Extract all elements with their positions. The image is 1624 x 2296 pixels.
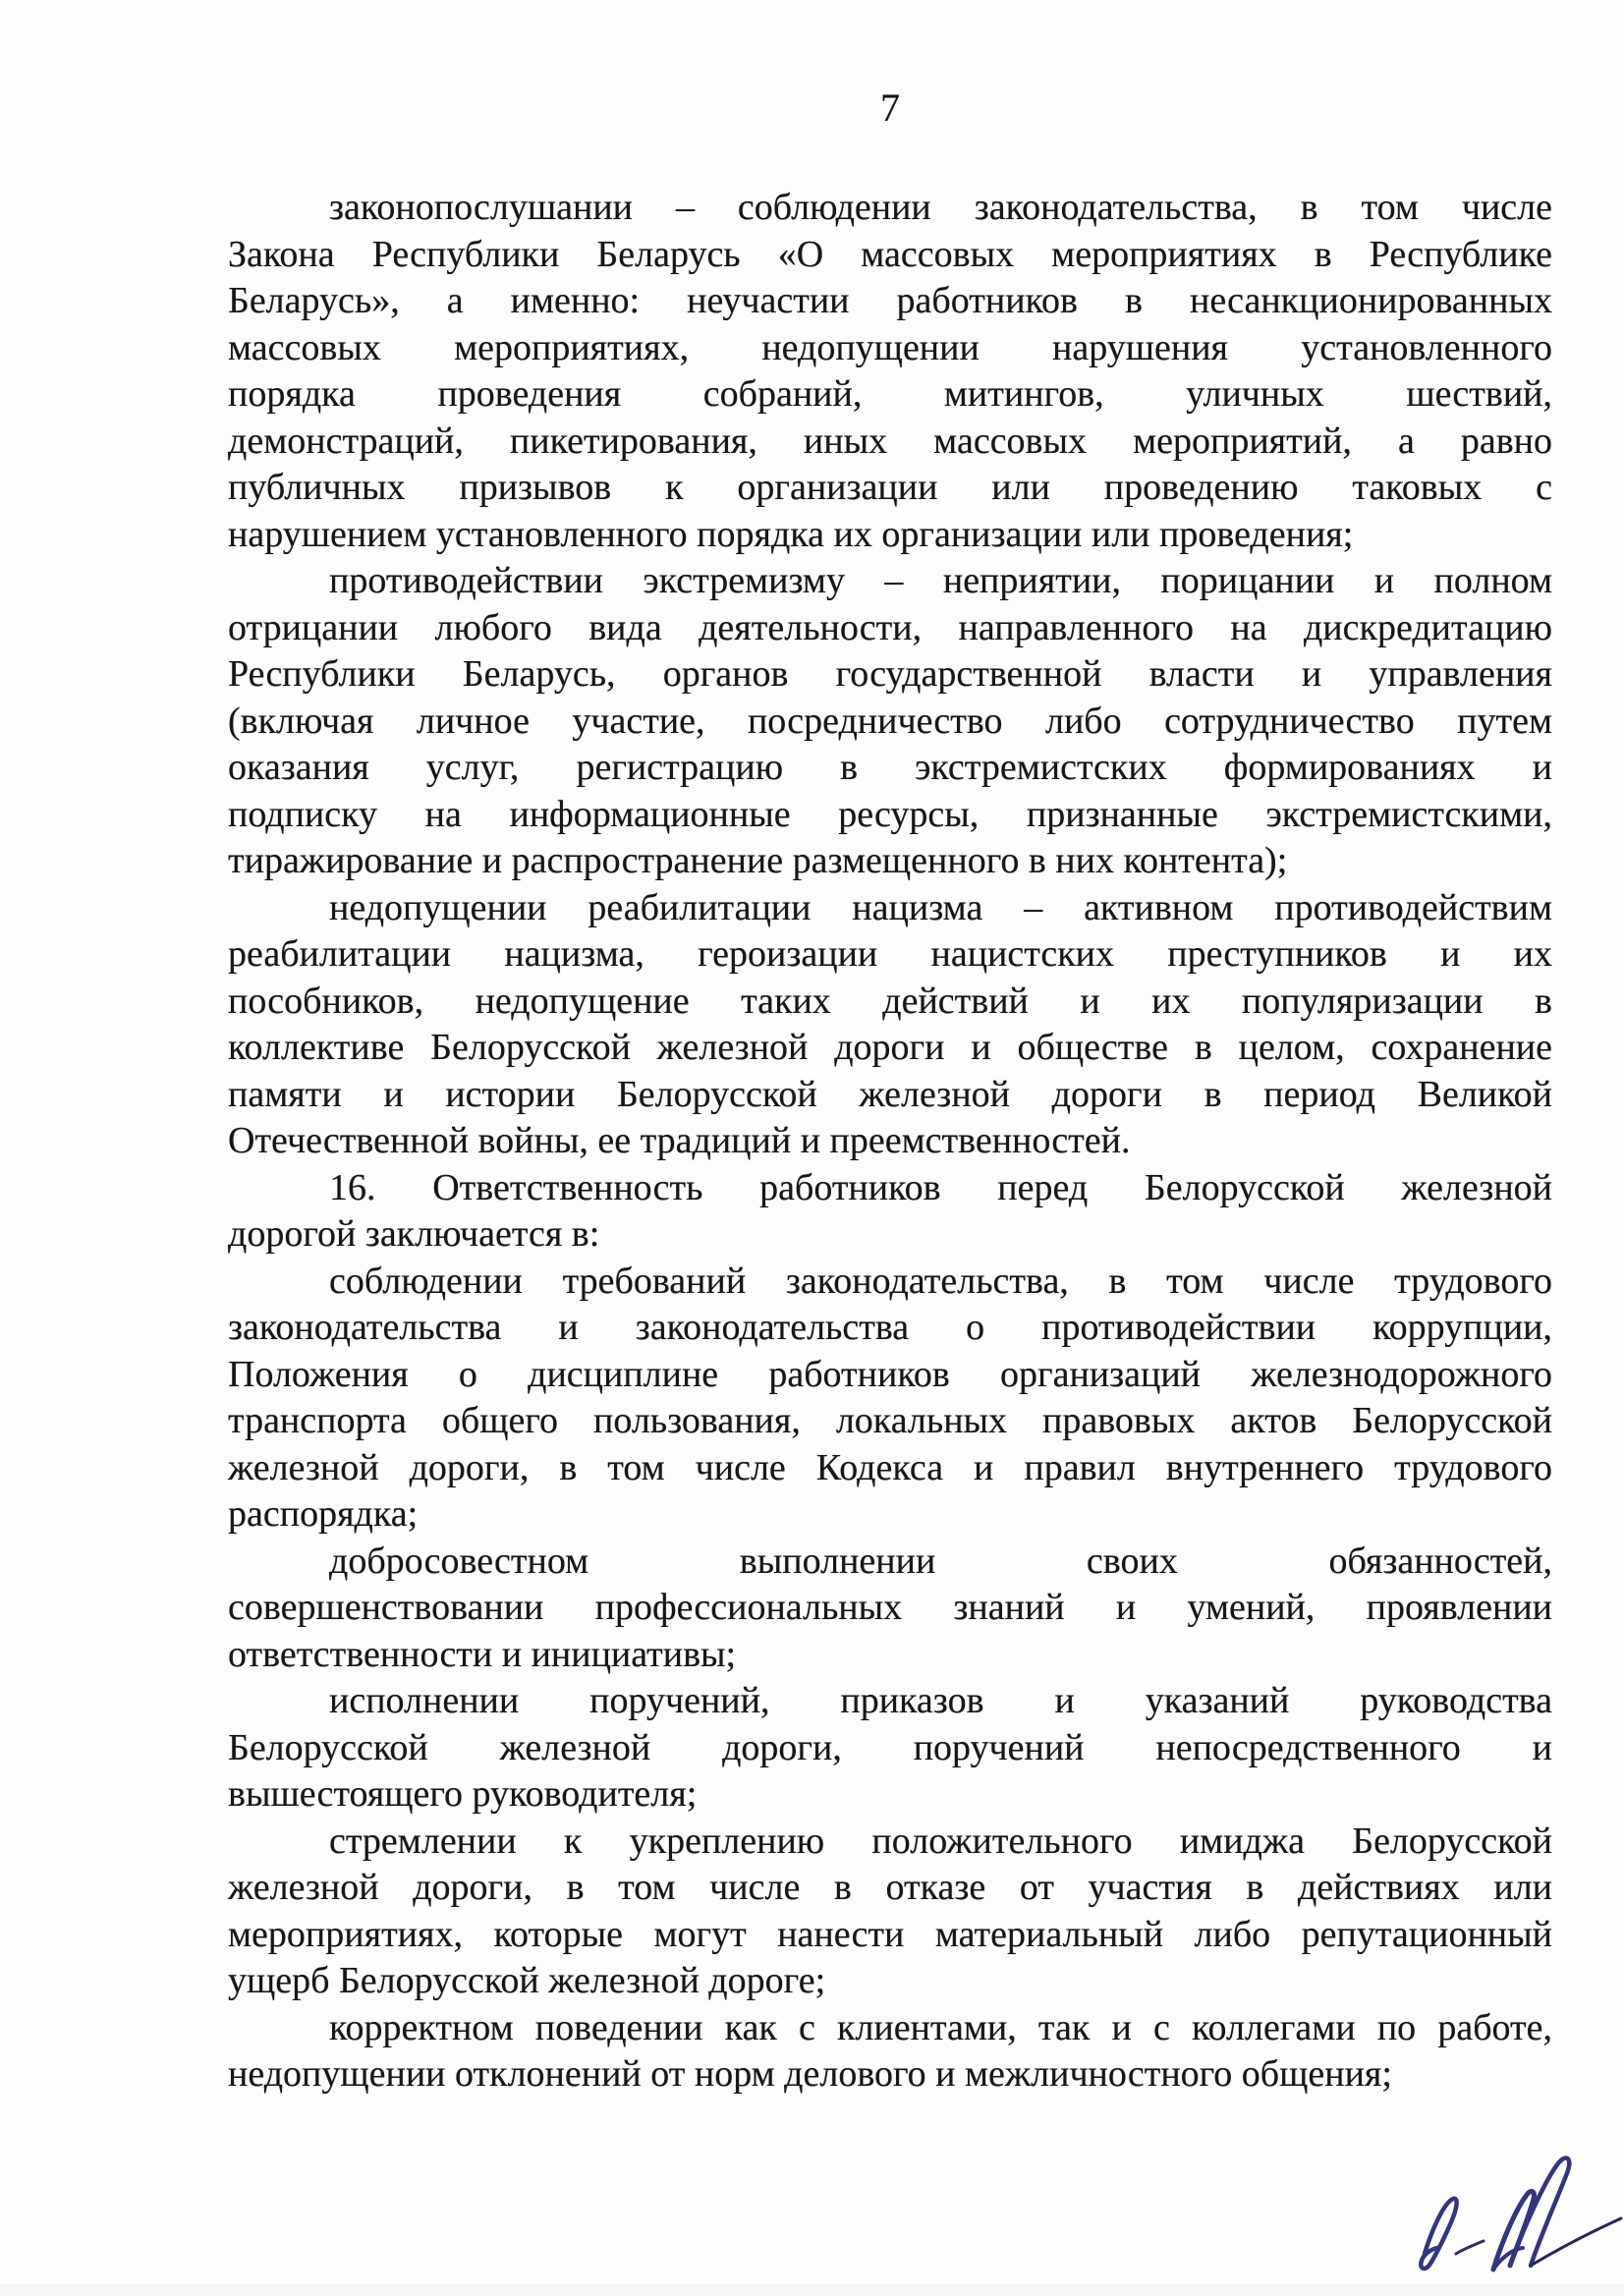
- text-line: ущерб Белорусской железной дороге;: [228, 1960, 826, 2001]
- text-line: 16. Ответственность работников перед Белорусской железной: [329, 1166, 1552, 1208]
- document-body: [228, 185, 1552, 2099]
- text-line: Республики Беларусь, органов государственной власти и управления: [228, 653, 1552, 695]
- text-line: тиражирование и распространение размещенного в них контента);: [228, 840, 1288, 881]
- text-line: Беларусь», а именно: неучастии работников в несанкционированных: [228, 280, 1552, 321]
- text-line: стремлении к укреплению положительного имиджа Белорусской: [329, 1820, 1552, 1862]
- text-line: железной дороги, в том числе в отказе от участия в действиях или: [228, 1867, 1552, 1908]
- text-line: подписку на информационные ресурсы, признанные экстремистскими,: [228, 793, 1552, 835]
- text-line: исполнении поручений, приказов и указаний руководства: [329, 1680, 1552, 1721]
- page-number: 7: [880, 85, 900, 130]
- text-line: добросовестном выполнении своих обязанностей,: [329, 1540, 1552, 1582]
- text-line: совершенствовании профессиональных знаний и умений, проявлении: [228, 1587, 1552, 1628]
- text-line: корректном поведении как с клиентами, так и с коллегами по работе,: [329, 2006, 1552, 2048]
- text-line: порядка проведения собраний, митингов, уличных шествий,: [228, 373, 1552, 415]
- text-line: недопущении реабилитации нацизма – активном противодействим: [329, 886, 1552, 928]
- text-line: законодательства и законодательства о противодействии коррупции,: [228, 1307, 1552, 1348]
- text-line: мероприятиях, которые могут нанести материальный либо репутационный: [228, 1913, 1552, 1955]
- text-line: памяти и истории Белорусской железной дороги в период Великой: [228, 1073, 1552, 1115]
- text-line: демонстраций, пикетирования, иных массовых мероприятий, а равно: [228, 420, 1552, 462]
- text-line: распорядка;: [228, 1493, 419, 1535]
- text-line: железной дороги, в том числе Кодекса и правил внутреннего трудового: [228, 1446, 1552, 1488]
- text-line: Белорусской железной дороги, поручений непосредственного и: [228, 1726, 1552, 1768]
- text-line: недопущении отклонений от норм делового и межличностного общения;: [228, 2053, 1392, 2095]
- text-line: законопослушании – соблюдении законодательства, в том числе: [329, 187, 1552, 228]
- signature-handwritten: [1395, 2134, 1624, 2293]
- text-line: ответственности и инициативы;: [228, 1633, 737, 1675]
- text-line: Отечественной войны, ее традиций и преемственностей.: [228, 1120, 1131, 1161]
- text-line: отрицании любого вида деятельности, направленного на дискредитацию: [228, 606, 1552, 648]
- text-line: Закона Республики Беларусь «О массовых мероприятиях в Республике: [228, 233, 1552, 275]
- text-line: массовых мероприятиях, недопущении нарушения установленного: [228, 326, 1552, 368]
- scan-edge-artifact: [0, 2284, 1624, 2296]
- text-line: оказания услуг, регистрацию в экстремистских формированиях и: [228, 747, 1552, 788]
- text-line: дорогой заключается в:: [228, 1213, 600, 1255]
- text-line: транспорта общего пользования, локальных правовых актов Белорусской: [228, 1400, 1552, 1441]
- text-line: реабилитации нацизма, героизации нацистских преступников и их: [228, 933, 1552, 975]
- text-line: коллективе Белорусской железной дороги и обществе в целом, сохранение: [228, 1027, 1552, 1068]
- text-line: публичных призывов к организации или проведению таковых с: [228, 467, 1552, 508]
- text-line: соблюдении требований законодательства, в том числе трудового: [329, 1260, 1552, 1302]
- text-line: (включая личное участие, посредничество либо сотрудничество путем: [228, 700, 1552, 742]
- text-line: Положения о дисциплине работников организаций железнодорожного: [228, 1353, 1552, 1395]
- text-line: противодействии экстремизму – неприятии, порицании и полном: [329, 560, 1552, 601]
- text-line: вышестоящего руководителя;: [228, 1773, 698, 1815]
- text-line: пособников, недопущение таких действий и их популяризации в: [228, 980, 1552, 1022]
- text-line: нарушением установленного порядка их организации или проведения;: [228, 513, 1354, 555]
